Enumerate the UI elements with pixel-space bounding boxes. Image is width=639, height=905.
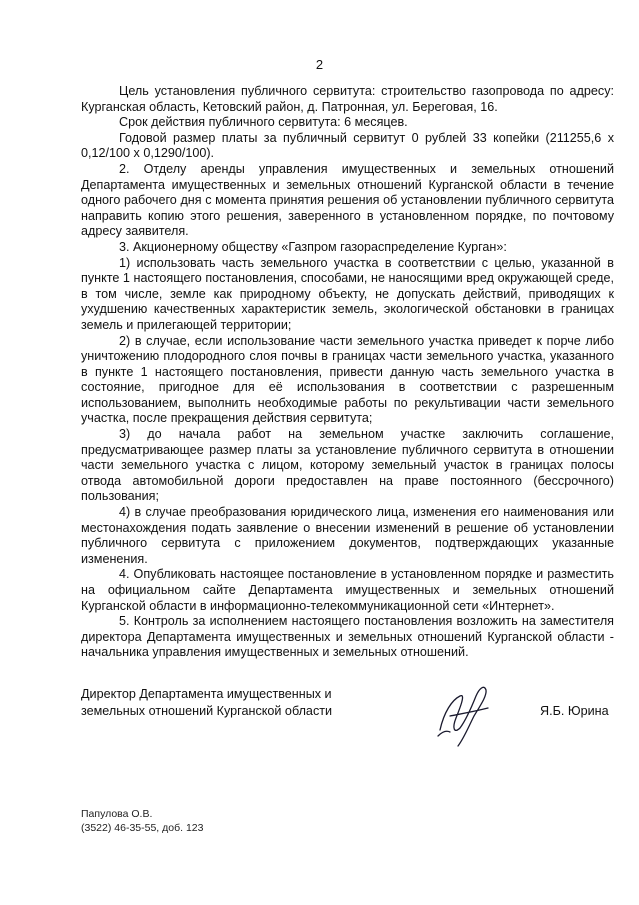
paragraph-easement-purpose: Цель установления публичного сервитута: строительство газопровода по адресу: Курганская область, Кетовский район, д. Патронная, ул. Береговая, 16. [81, 84, 614, 114]
executor-name: Папулова О.В. [81, 808, 153, 820]
paragraph-item-3-3: 3) до начала работ на земельном участке заключить соглашение, предусматривающее размер платы за установление публичного сервитута в отношении части земельного участка с лицом, которому земельный участок в границах полосы отвода автомобильной дороги предоставлен на праве постоянного (бессрочного) пользования; [81, 427, 614, 504]
paragraph-item-3: 3. Акционерному обществу «Газпром газораспределение Курган»: [119, 239, 507, 254]
paragraph-item-4: 4. Опубликовать настоящее постановление в установленном порядке и разместить на официальном сайте Департамента имущественных и земельных отношений Курганской области в информационно-телекоммуникационной сети «Интернет». [81, 567, 614, 613]
signatory-title-line-1: Директор Департамента имущественных и [81, 687, 332, 701]
executor-phone: (3522) 46-35-55, доб. 123 [81, 822, 204, 834]
paragraph-item-3-2: 2) в случае, если использование части земельного участка приведет к порче либо уничтожению плодородного слоя почвы в границах части земельного участка, указанного в пункте 1 настоящего постановления, привести данную часть земельного участка в состояние, пригодное для её использования в соответствии с разрешенным использованием, выполнить необходимые работы по рекультивации части земельного участка, после прекращения действия сервитута; [81, 333, 614, 426]
page-number: 2 [315, 57, 324, 72]
signatory-name: Я.Б. Юрина [540, 704, 609, 718]
paragraph-item-3-1: 1) использовать часть земельного участка в соответствии с целью, указанной в пункте 1 настоящего постановления, способами, не наносящими вред окружающей среде, в том числе, земле как природному объекту, не допускать действий, приводящих к ухудшению качественных характеристик земель, экологической обстановки в границах земель и прилегающей территории; [81, 255, 614, 332]
paragraph-annual-fee: Годовой размер платы за публичный сервитут 0 рублей 33 копейки (211255,6 х 0,12/100 х 0,1290/100). [81, 130, 614, 161]
paragraph-item-2: 2. Отделу аренды управления имущественных и земельных отношений Департамента имущественных и земельных отношений Курганской области в течение одного рабочего дня с момента принятия решения об установлении публичного сервитута направить копию этого решения, заверенного в установленном порядке, по почтовому адресу заявителя. [81, 161, 614, 239]
executor-info [81, 807, 203, 835]
document-body [81, 84, 614, 661]
paragraph-item-5: 5. Контроль за исполнением настоящего постановления возложить на заместителя директора Департамента имущественных и земельных отношений Курганской области - начальника управления имущественных и земельных отношений. [81, 614, 614, 660]
handwritten-signature [430, 672, 500, 752]
paragraph-item-3-4: 4) в случае преобразования юридического лица, изменения его наименования или местонахождения подать заявление о внесении изменений в решение об установлении публичного сервитута с приложением документов, подтверждающих указанные изменения. [81, 505, 614, 566]
signatory-title [81, 686, 351, 720]
paragraph-easement-term: Срок действия публичного сервитута: 6 месяцев. [119, 115, 408, 130]
signatory-title-line-2: земельных отношений Курганской области [81, 704, 333, 718]
